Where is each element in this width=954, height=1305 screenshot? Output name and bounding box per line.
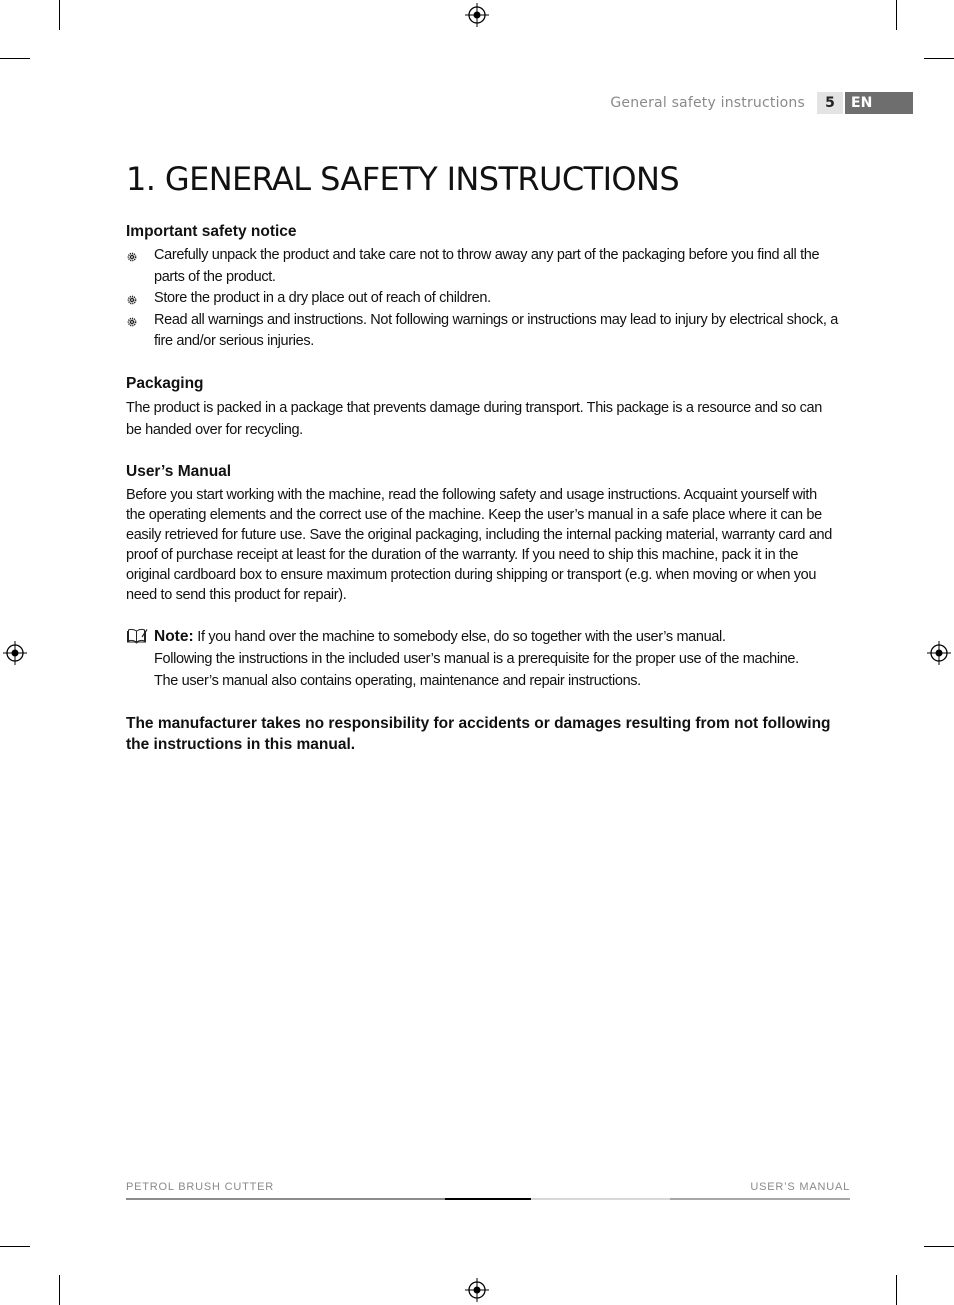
users-manual-text: Before you start working with the machine, read the following safety and usage instructions. Acquaint yourself with the operating elements and the correct use of the machine. Keep the user’s manual in a safe place where it can be easily retrieved for future use. Save the original packaging, including the internal packing material, warranty card and proof of purchase receipt at least for the duration of the warranty. If you need to ship this machine, pack it in the original cardboard box to ensure maximum protection during shipping or transport (e.g. when moving or when you need to send this product for repair). [126,486,832,603]
registration-mark-icon [465,1278,489,1302]
section-heading-packaging: Packaging [126,374,204,392]
list-item-text: Carefully unpack the product and take care not to throw away any part of the packaging before you find all the parts of the product. [154,247,820,285]
packaging-text: The product is packed in a package that prevents damage during transport. This package is a resource and so can be handed over for recycling. [126,399,822,438]
book-note-icon [126,628,148,644]
crop-mark [59,0,60,30]
note-label: Note: [154,627,194,645]
footer-rule [531,1198,670,1200]
footer-rule [670,1198,850,1200]
footer-document-type: USER’S MANUAL [750,1181,850,1193]
footer-rule [445,1198,531,1200]
crop-mark [0,58,30,59]
running-header-title: General safety instructions [610,95,805,111]
safety-notice-list [126,245,838,353]
list-item-text: Read all warnings and instructions. Not following warnings or instructions may lead to injury by electrical shock, a fire and/or serious injuries. [154,311,838,349]
registration-mark-icon [927,641,951,665]
list-item [126,310,838,353]
crop-mark [896,1275,897,1305]
list-item [126,245,838,288]
registration-mark-icon [465,3,489,27]
disclaimer: The manufacturer takes no responsibility for accidents or damages resulting from not following the instructions in this manual. [126,714,831,753]
list-item-text: Store the product in a dry place out of reach of children. [154,290,491,306]
language-tab: EN [845,92,913,114]
note-text: If you hand over the machine to somebody else, do so together with the user’s manual. [197,628,726,645]
section-heading-users-manual: User’s Manual [126,462,232,480]
note-line: Following the instructions in the included user’s manual is a prerequisite for the proper use of the machine. [154,650,799,667]
crop-mark [0,1246,30,1247]
gear-bullet-icon [126,314,138,326]
list-item [126,288,838,310]
footer-rule [126,1198,445,1200]
note-line: The user’s manual also contains operating, maintenance and repair instructions. [154,672,641,689]
crop-mark [59,1275,60,1305]
page-number: 5 [817,92,843,114]
footer-product-name: PETROL BRUSH CUTTER [126,1181,275,1193]
gear-bullet-icon [126,292,138,304]
note-line [154,626,838,648]
main-content [126,222,838,755]
registration-mark-icon [3,641,27,665]
crop-mark [924,1246,954,1247]
crop-mark [896,0,897,30]
gear-bullet-icon [126,249,138,261]
note-block [126,626,838,692]
page-title: 1. GENERAL SAFETY INSTRUCTIONS [126,160,680,198]
section-heading-safety-notice: Important safety notice [126,223,297,240]
crop-mark [924,58,954,59]
